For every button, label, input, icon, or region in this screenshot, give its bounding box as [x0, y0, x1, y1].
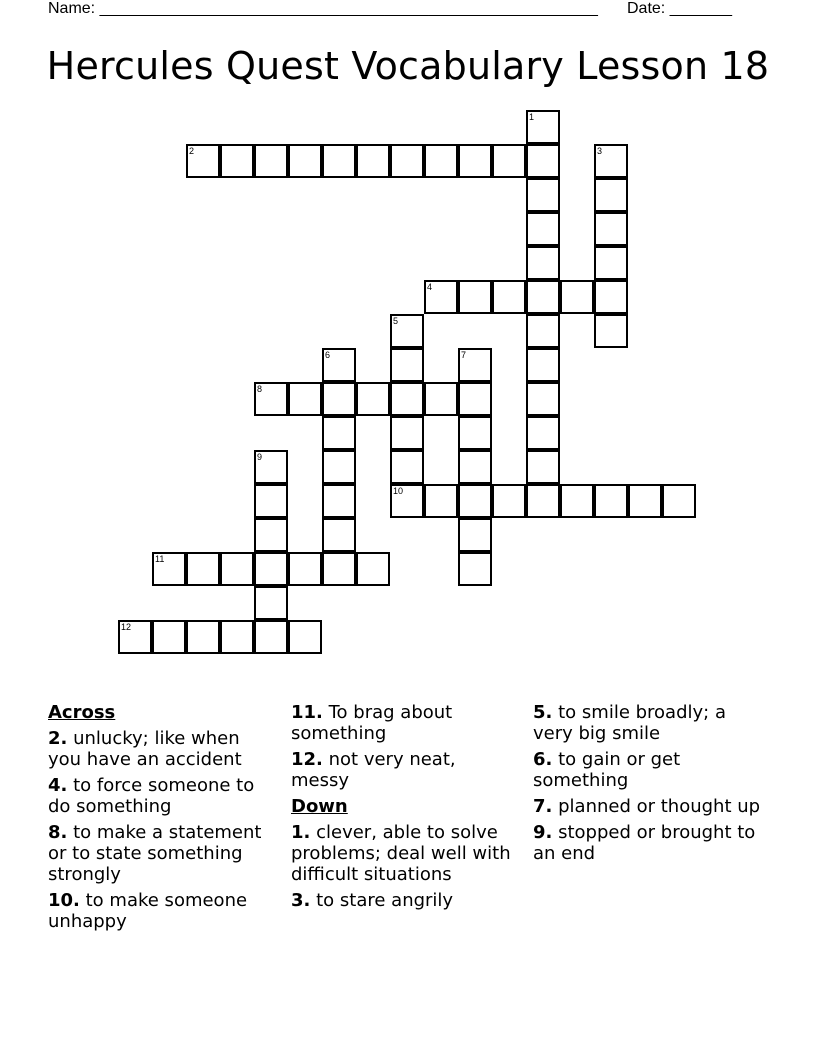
crossword-cell[interactable]: [526, 382, 560, 416]
crossword-cell[interactable]: [288, 144, 322, 178]
clue-down-3: 3. to stare angrily: [291, 890, 454, 911]
crossword-cell[interactable]: [526, 246, 560, 280]
crossword-cell[interactable]: [390, 416, 424, 450]
crossword-cell[interactable]: [322, 348, 356, 382]
crossword-cell[interactable]: [458, 484, 492, 518]
crossword-cell[interactable]: [254, 382, 288, 416]
crossword-cell[interactable]: [594, 246, 628, 280]
crossword-cell[interactable]: [662, 484, 696, 518]
cell-number: 4: [427, 282, 433, 292]
cell-number: 7: [461, 350, 467, 360]
crossword-cell[interactable]: [220, 144, 254, 178]
clue-down-7: 7. planned or thought up: [533, 796, 761, 817]
crossword-cell[interactable]: [186, 144, 220, 178]
crossword-cell[interactable]: [526, 110, 560, 144]
crossword-cell[interactable]: [254, 552, 288, 586]
crossword-cell[interactable]: [458, 552, 492, 586]
crossword-cell[interactable]: [458, 348, 492, 382]
crossword-cell[interactable]: [492, 280, 526, 314]
crossword-cell[interactable]: [390, 450, 424, 484]
crossword-cell[interactable]: [458, 382, 492, 416]
crossword-cell[interactable]: [254, 518, 288, 552]
crossword-cell[interactable]: [220, 620, 254, 654]
page-title: Hercules Quest Vocabulary Lesson 18: [46, 44, 770, 88]
crossword-cell[interactable]: [424, 484, 458, 518]
name-field-label: Name: ________________________________________________________: [48, 0, 598, 17]
crossword-cell[interactable]: [492, 484, 526, 518]
crossword-cell[interactable]: [458, 144, 492, 178]
crossword-cell[interactable]: [526, 280, 560, 314]
crossword-cell[interactable]: [322, 484, 356, 518]
crossword-cell[interactable]: [152, 552, 186, 586]
crossword-cell[interactable]: [560, 280, 594, 314]
clue-across-8: 8. to make a statement or to state something strongly: [48, 822, 262, 885]
crossword-cell[interactable]: [390, 314, 424, 348]
crossword-cell[interactable]: [356, 552, 390, 586]
crossword-cell[interactable]: [560, 484, 594, 518]
crossword-cell[interactable]: [526, 484, 560, 518]
crossword-cell[interactable]: [186, 552, 220, 586]
crossword-cell[interactable]: [594, 484, 628, 518]
crossword-cell[interactable]: [594, 314, 628, 348]
crossword-cell[interactable]: [390, 144, 424, 178]
cell-number: 11: [155, 554, 165, 564]
crossword-cell[interactable]: [526, 450, 560, 484]
crossword-cell[interactable]: [288, 552, 322, 586]
clue-across-2: 2. unlucky; like when you have an accident: [48, 728, 242, 770]
clue-down-9: 9. stopped or brought to an end: [533, 822, 756, 864]
clue-across-4: 4. to force someone to do something: [48, 775, 255, 817]
crossword-cell[interactable]: [526, 314, 560, 348]
crossword-cell[interactable]: [424, 382, 458, 416]
cell-number: 12: [121, 622, 132, 632]
cell-number: 1: [529, 112, 535, 122]
cell-number: 2: [189, 146, 195, 156]
crossword-cell[interactable]: [118, 620, 152, 654]
crossword-cell[interactable]: [322, 382, 356, 416]
crossword-cell[interactable]: [322, 518, 356, 552]
clue-across-10: 10. to make someone unhappy: [48, 890, 248, 932]
crossword-cell[interactable]: [458, 450, 492, 484]
crossword-cell[interactable]: [254, 484, 288, 518]
clue-across-11: 11. To brag about something: [291, 702, 453, 744]
crossword-cell[interactable]: [186, 620, 220, 654]
clue-down-1: 1. clever, able to solve problems; deal well with difficult situations: [291, 822, 511, 885]
clue-column-1: [48, 702, 276, 937]
crossword-cell[interactable]: [424, 280, 458, 314]
crossword-cell[interactable]: [594, 212, 628, 246]
clues-section: [48, 702, 768, 962]
crossword-cell[interactable]: [322, 450, 356, 484]
crossword-cell[interactable]: [458, 280, 492, 314]
clue-across-12: 12. not very neat, messy: [291, 749, 456, 791]
crossword-cell[interactable]: [526, 348, 560, 382]
crossword-cell[interactable]: [356, 144, 390, 178]
crossword-cell[interactable]: [458, 416, 492, 450]
crossword-cell[interactable]: [152, 620, 186, 654]
cell-number: 8: [257, 384, 263, 394]
crossword-cell[interactable]: [526, 416, 560, 450]
crossword-cell[interactable]: [594, 144, 628, 178]
crossword-cell[interactable]: [390, 348, 424, 382]
across-heading: Across: [48, 702, 116, 723]
crossword-cell[interactable]: [492, 144, 526, 178]
crossword-cell[interactable]: [526, 144, 560, 178]
cell-number: 3: [597, 146, 603, 156]
crossword-cell[interactable]: [254, 586, 288, 620]
crossword-cell[interactable]: [322, 552, 356, 586]
crossword-cell[interactable]: [356, 382, 390, 416]
crossword-cell[interactable]: [322, 144, 356, 178]
crossword-cell[interactable]: [390, 484, 424, 518]
crossword-cell[interactable]: [628, 484, 662, 518]
crossword-cell[interactable]: [220, 552, 254, 586]
clue-column-3: [533, 702, 761, 869]
clue-down-5: 5. to smile broadly; a very big smile: [533, 702, 726, 744]
crossword-cell[interactable]: [458, 518, 492, 552]
crossword-cell[interactable]: [594, 178, 628, 212]
clue-down-6: 6. to gain or get something: [533, 749, 681, 791]
cell-number: 10: [393, 486, 404, 496]
cell-number: 5: [393, 316, 399, 326]
crossword-cell[interactable]: [424, 144, 458, 178]
cell-number: 6: [325, 350, 331, 360]
crossword-cell[interactable]: [254, 144, 288, 178]
crossword-cell[interactable]: [526, 178, 560, 212]
crossword-cell[interactable]: [254, 620, 288, 654]
crossword-cell[interactable]: [322, 416, 356, 450]
crossword-cell[interactable]: [254, 450, 288, 484]
crossword-cell[interactable]: [594, 280, 628, 314]
down-heading: Down: [291, 796, 348, 817]
crossword-cell[interactable]: [288, 382, 322, 416]
crossword-cell[interactable]: [288, 620, 322, 654]
crossword-cell[interactable]: [390, 382, 424, 416]
crossword-cell[interactable]: [526, 212, 560, 246]
cell-number: 9: [257, 452, 263, 462]
clue-column-2: [291, 702, 519, 916]
date-field-label: Date: _______: [627, 0, 732, 17]
